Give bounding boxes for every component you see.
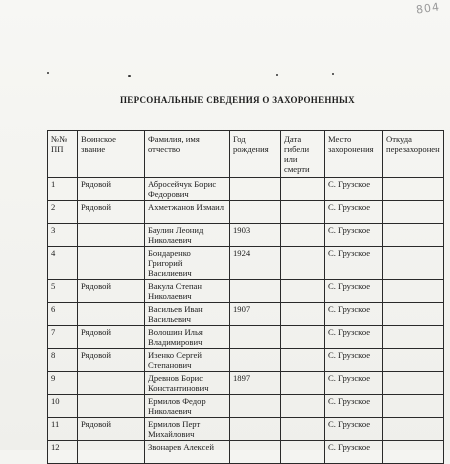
cell-death-date xyxy=(281,201,325,224)
cell-burial-place: С. Грузское xyxy=(325,303,383,326)
cell-name: Изенко Сергей Степанович xyxy=(145,349,230,372)
cell-death-date xyxy=(281,349,325,372)
cell-num: 11 xyxy=(48,418,78,441)
cell-num: 5 xyxy=(48,280,78,303)
cell-rank: Рядовой xyxy=(78,349,145,372)
scan-speck xyxy=(332,73,334,75)
cell-num: 3 xyxy=(48,224,78,247)
table-row xyxy=(48,349,444,372)
cell-death-date xyxy=(281,441,325,464)
cell-num: 8 xyxy=(48,349,78,372)
handwritten-page-number: 804 xyxy=(415,0,441,17)
header-num: №№ ПП xyxy=(48,131,78,178)
cell-name: Древнов Борис Константинович xyxy=(145,372,230,395)
table-header-row xyxy=(48,131,444,178)
table-row xyxy=(48,395,444,418)
cell-burial-place: С. Грузское xyxy=(325,372,383,395)
scan-speck xyxy=(128,75,131,77)
cell-death-date xyxy=(281,178,325,201)
table-row xyxy=(48,303,444,326)
cell-num: 7 xyxy=(48,326,78,349)
cell-birth-year xyxy=(230,326,281,349)
cell-reburied-from xyxy=(383,280,444,303)
cell-death-date xyxy=(281,372,325,395)
header-name: Фамилия, имя отчество xyxy=(145,131,230,178)
cell-rank xyxy=(78,303,145,326)
table-row xyxy=(48,178,444,201)
cell-death-date xyxy=(281,418,325,441)
cell-reburied-from xyxy=(383,372,444,395)
table-row xyxy=(48,418,444,441)
cell-death-date xyxy=(281,303,325,326)
cell-reburied-from xyxy=(383,349,444,372)
cell-rank: Рядовой xyxy=(78,418,145,441)
cell-burial-place: С. Грузское xyxy=(325,326,383,349)
cell-burial-place: С. Грузское xyxy=(325,418,383,441)
burial-table xyxy=(47,130,444,464)
table-row xyxy=(48,326,444,349)
cell-name: Вакула Степан Николаевич xyxy=(145,280,230,303)
header-birth-year: Год рождения xyxy=(230,131,281,178)
cell-name: Баулин Леонид Николаевич xyxy=(145,224,230,247)
cell-birth-year xyxy=(230,441,281,464)
cell-burial-place: С. Грузское xyxy=(325,441,383,464)
cell-birth-year xyxy=(230,178,281,201)
cell-num: 4 xyxy=(48,247,78,280)
cell-name: Звонарев Алексей xyxy=(145,441,230,464)
cell-name: Бондаренко Григорий Василиевич xyxy=(145,247,230,280)
cell-burial-place: С. Грузское xyxy=(325,395,383,418)
cell-rank xyxy=(78,395,145,418)
table-row xyxy=(48,247,444,280)
scan-speck xyxy=(47,72,49,74)
cell-reburied-from xyxy=(383,303,444,326)
cell-num: 1 xyxy=(48,178,78,201)
cell-birth-year: 1897 xyxy=(230,372,281,395)
cell-death-date xyxy=(281,280,325,303)
cell-birth-year xyxy=(230,280,281,303)
header-rank: Воинское звание xyxy=(78,131,145,178)
cell-name: Ахметжанов Измаил xyxy=(145,201,230,224)
cell-reburied-from xyxy=(383,178,444,201)
cell-num: 6 xyxy=(48,303,78,326)
cell-reburied-from xyxy=(383,441,444,464)
cell-burial-place: С. Грузское xyxy=(325,247,383,280)
document-title: ПЕРСОНАЛЬНЫЕ СВЕДЕНИЯ О ЗАХОРОНЕННЫХ xyxy=(120,95,355,105)
cell-burial-place: С. Грузское xyxy=(325,280,383,303)
cell-name: Волошин Илья Владимирович xyxy=(145,326,230,349)
cell-num: 2 xyxy=(48,201,78,224)
cell-reburied-from xyxy=(383,201,444,224)
table-row xyxy=(48,224,444,247)
cell-birth-year xyxy=(230,418,281,441)
cell-burial-place: С. Грузское xyxy=(325,224,383,247)
cell-reburied-from xyxy=(383,395,444,418)
cell-death-date xyxy=(281,395,325,418)
scan-speck xyxy=(276,74,278,76)
cell-death-date xyxy=(281,326,325,349)
cell-name: Абросейчук Борис Федорович xyxy=(145,178,230,201)
header-burial-place: Место захоронения xyxy=(325,131,383,178)
table-row xyxy=(48,201,444,224)
header-reburied-from: Откуда перезахоронен xyxy=(383,131,444,178)
cell-birth-year: 1924 xyxy=(230,247,281,280)
cell-reburied-from xyxy=(383,224,444,247)
cell-burial-place: С. Грузское xyxy=(325,349,383,372)
cell-reburied-from xyxy=(383,326,444,349)
cell-rank: Рядовой xyxy=(78,326,145,349)
cell-birth-year xyxy=(230,395,281,418)
cell-burial-place: С. Грузское xyxy=(325,201,383,224)
header-death-date: Дата гибели или смерти xyxy=(281,131,325,178)
cell-num: 9 xyxy=(48,372,78,395)
cell-rank xyxy=(78,247,145,280)
cell-birth-year xyxy=(230,349,281,372)
cell-death-date xyxy=(281,247,325,280)
cell-rank: Рядовой xyxy=(78,280,145,303)
cell-rank: Рядовой xyxy=(78,178,145,201)
cell-burial-place: С. Грузское xyxy=(325,178,383,201)
cell-birth-year xyxy=(230,201,281,224)
cell-birth-year: 1907 xyxy=(230,303,281,326)
cell-num: 12 xyxy=(48,441,78,464)
table-row xyxy=(48,441,444,464)
cell-name: Ермилов Перт Михайлович xyxy=(145,418,230,441)
cell-reburied-from xyxy=(383,418,444,441)
cell-rank xyxy=(78,224,145,247)
cell-num: 10 xyxy=(48,395,78,418)
table-body xyxy=(48,178,444,464)
cell-name: Васильев Иван Васильевич xyxy=(145,303,230,326)
table-row xyxy=(48,280,444,303)
cell-death-date xyxy=(281,224,325,247)
cell-rank: Рядовой xyxy=(78,201,145,224)
cell-rank xyxy=(78,372,145,395)
cell-name: Ермилов Федор Николаевич xyxy=(145,395,230,418)
table-row xyxy=(48,372,444,395)
cell-reburied-from xyxy=(383,247,444,280)
cell-rank xyxy=(78,441,145,464)
cell-birth-year: 1903 xyxy=(230,224,281,247)
